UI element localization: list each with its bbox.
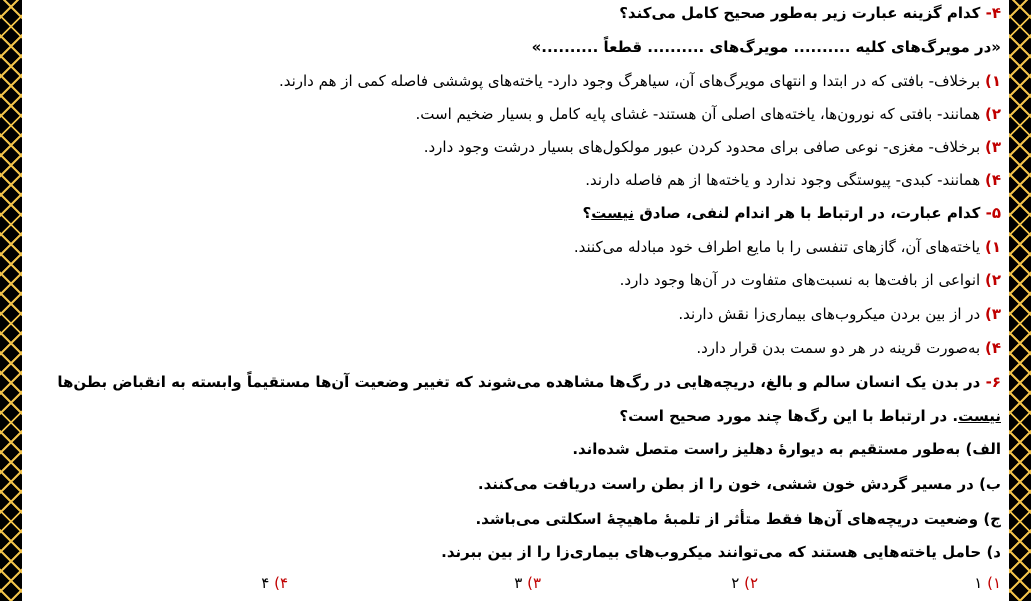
- question-5-mark: ؟: [582, 204, 592, 222]
- question-4-option-4[interactable]: [30, 169, 1001, 191]
- question-4-option-3[interactable]: [30, 136, 1001, 158]
- option-text: برخلاف- مغزی- نوعی صافی برای محدود کردن عبور مولکول‌های بسیار درشت وجود دارد.: [423, 138, 981, 156]
- question-6-line-2: [30, 405, 1001, 427]
- option-text: همانند- کبدی- پیوستگی وجود ندارد و یاخته‌ها از هم فاصله دارند.: [585, 171, 981, 189]
- option-number: ۲): [984, 271, 1001, 289]
- question-6-text-rest: . در ارتباط با این رگ‌ها چند مورد صحیح است؟: [619, 407, 959, 425]
- question-4-option-2[interactable]: [30, 103, 1001, 125]
- option-number: ۴): [984, 171, 1001, 189]
- choice-value: ۱: [974, 574, 983, 592]
- question-4-number: ۴-: [985, 4, 1001, 22]
- question-6-line-1: [30, 371, 1001, 393]
- choice-number: ۲): [744, 574, 758, 592]
- choice-value: ۴: [261, 574, 270, 592]
- question-5-text: کدام عبارت، در ارتباط با هر اندام لنفی، صادق: [639, 204, 981, 222]
- option-text: در از بین بردن میکروب‌های بیماری‌زا نقش دارند.: [678, 305, 981, 323]
- question-6-item-b: ب) در مسیر گردش خون ششی، خون را از بطن راست دریافت می‌کنند.: [477, 475, 1001, 493]
- question-6-choice-3[interactable]: [514, 572, 541, 594]
- question-6-text: در بدن یک انسان سالم و بالغ، دریچه‌هایی در رگ‌ها مشاهده می‌شوند که تغییر وضعیت آن‌ها مستقیماً وابسته به انقباض بطن‌ها: [57, 373, 981, 391]
- question-5-option-2[interactable]: [30, 269, 1001, 291]
- option-number: ۳): [984, 305, 1001, 323]
- option-number: ۱): [984, 72, 1001, 90]
- question-6-underlined: نیست: [958, 407, 1001, 425]
- option-text: برخلاف- بافتی که در ابتدا و انتهای مویرگ‌های آن، سیاهرگ وجود دارد- یاخته‌های پوششی فاصله کمی از هم دارند.: [278, 72, 981, 90]
- choice-number: ۴): [274, 574, 288, 592]
- question-6-choice-4[interactable]: [261, 572, 288, 594]
- question-6-number: ۶-: [985, 373, 1001, 391]
- question-6-item-d: د) حامل یاخته‌هایی هستند که می‌توانند میکروب‌های بیماری‌زا را از بین ببرند.: [441, 543, 1001, 561]
- question-4-option-1[interactable]: [30, 70, 1001, 92]
- question-6-item-a: الف) به‌طور مستقیم به دیوارهٔ دهلیز راست متصل شده‌اند.: [572, 440, 1001, 458]
- option-number: ۳): [984, 138, 1001, 156]
- choice-value: ۳: [514, 574, 523, 592]
- option-number: ۴): [984, 339, 1001, 357]
- question-5-option-4[interactable]: [30, 337, 1001, 359]
- choice-number: ۳): [527, 574, 541, 592]
- option-number: ۱): [984, 238, 1001, 256]
- option-text: به‌صورت قرینه در هر دو سمت بدن قرار دارد.: [696, 339, 981, 357]
- choice-value: ۲: [731, 574, 740, 592]
- choice-number: ۱): [987, 574, 1001, 592]
- question-4-title: [30, 2, 1001, 24]
- question-6-choice-2[interactable]: [731, 572, 758, 594]
- question-5-option-3[interactable]: [30, 303, 1001, 325]
- question-5-option-1[interactable]: [30, 236, 1001, 258]
- question-6-choice-1[interactable]: [974, 572, 1001, 594]
- decorative-border-right: [1009, 0, 1031, 601]
- decorative-border-left: [0, 0, 22, 601]
- question-5-title: [30, 202, 1001, 224]
- question-6-item-c: ج) وضعیت دریچه‌های آن‌ها فقط متأثر از تلمبهٔ ماهیچهٔ اسکلتی می‌باشد.: [475, 510, 1001, 528]
- question-5-underlined: نیست: [591, 204, 635, 222]
- exam-page: [30, 0, 1001, 601]
- option-number: ۲): [984, 105, 1001, 123]
- question-6-choices: [30, 572, 1001, 594]
- question-4-text: کدام گزینه عبارت زیر به‌طور صحیح کامل می‌کند؟: [619, 4, 981, 22]
- question-5-number: ۵-: [985, 204, 1001, 222]
- option-text: انواعی از بافت‌ها به نسبت‌های متفاوت در آن‌ها وجود دارد.: [619, 271, 981, 289]
- option-text: یاخته‌های آن، گازهای تنفسی را با مایع اطراف خود مبادله می‌کنند.: [573, 238, 981, 256]
- question-4-statement: «در مویرگ‌های کلیه .......... مویرگ‌های .......... قطعاً ..........»: [531, 38, 1001, 56]
- option-text: همانند- بافتی که نورون‌ها، یاخته‌های اصلی آن هستند- غشای پایه کامل و بسیار ضخیم است.: [415, 105, 981, 123]
